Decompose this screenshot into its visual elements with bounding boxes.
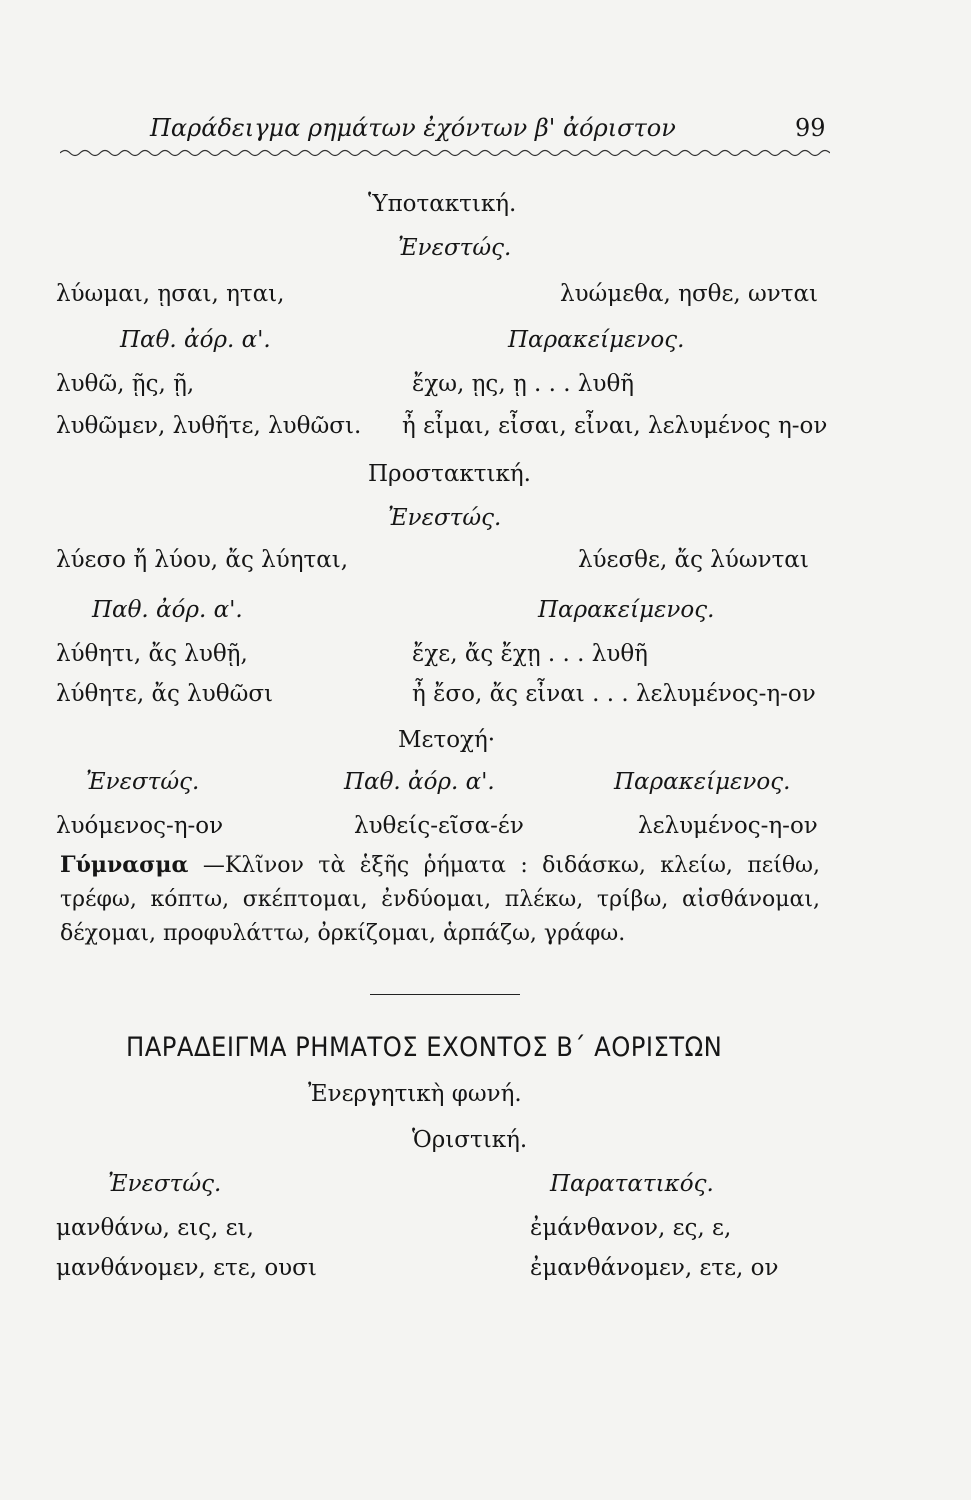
section-mood: Ὁριστική.	[412, 1127, 528, 1153]
page-number: 99	[795, 114, 826, 142]
imperative-aorist-singular: λύθητι, ἄς λυθῇ,	[56, 641, 248, 667]
subjunctive-present-singular: λύωμαι, ῃσαι, ηται,	[56, 281, 285, 307]
header-wavy-rule	[60, 146, 830, 160]
participle-present-label: Ἐνεστώς.	[86, 769, 200, 795]
imperative-aorist-plural: λύθητε, ἄς λυθῶσι	[56, 681, 274, 707]
exercise-text: —Κλῖνον τὰ ἑξῆς ῥήματα : διδάσκω, κλείω, πείθω, τρέφω, κόπτω, σκέπτομαι, ἐνδύομαι, πλέκω, τρίβω, αἰσθάνομαι, δέχομαι, προφυλάττω, ὀρκίζομαι, ἁρπάζω, γράφω.	[60, 853, 820, 946]
subjunctive-aorist-singular: λυθῶ, ῇς, ῇ,	[56, 371, 195, 397]
imperative-present-singular: λύεσο ἤ λύου, ἄς λύηται,	[56, 547, 349, 573]
imperative-heading: Προστακτική.	[368, 461, 531, 487]
section-present-singular: μανθάνω, εις, ει,	[56, 1215, 254, 1241]
subjunctive-aorist-label: Παθ. ἀόρ. α'.	[120, 327, 271, 353]
imperative-aorist-label: Παθ. ἀόρ. α'.	[92, 597, 243, 623]
section-imperfect-label: Παρατατικός.	[550, 1171, 714, 1197]
subjunctive-perfect-plural: ἦ εἶμαι, εἶσαι, εἶναι, λελυμένος η-ον	[402, 413, 828, 439]
participle-aorist-form: λυθείς-εῖσα-έν	[354, 813, 524, 839]
exercise-label: Γύμνασμα	[60, 852, 189, 878]
imperative-perfect-plural: ἦ ἔσο, ἄς εἶναι . . . λελυμένος-η-ον	[412, 681, 816, 707]
subjunctive-heading: Ὑποτακτική.	[368, 191, 517, 217]
imperative-perfect-singular: ἔχε, ἄς ἔχῃ . . . λυθῆ	[412, 641, 648, 667]
subjunctive-present-plural: λυώμεθα, ησθε, ωνται	[560, 281, 819, 307]
participle-perfect-label: Παρακείμενος.	[614, 769, 791, 795]
exercise-paragraph	[60, 848, 820, 951]
section-imperfect-singular: ἐμάνθανον, ες, ε,	[530, 1215, 732, 1241]
subjunctive-present-label: Ἐνεστώς.	[398, 235, 512, 261]
section-present-plural: μανθάνομεν, ετε, ουσι	[56, 1255, 317, 1281]
section-divider	[370, 994, 520, 995]
participle-perfect-form: λελυμένος-η-ον	[638, 813, 818, 839]
section-imperfect-plural: ἐμανθάνομεν, ετε, ον	[530, 1255, 779, 1281]
section-voice: Ἐνεργητικὴ φωνή.	[308, 1081, 522, 1107]
section-present-label: Ἐνεστώς.	[108, 1171, 222, 1197]
imperative-perfect-label: Παρακείμενος.	[538, 597, 715, 623]
section-title: ΠΑΡΑΔΕΙΓΜΑ ΡΗΜΑΤΟΣ ΕΧΟΝΤΟΣ Β΄ ΑΟΡΙΣΤΩΝ	[126, 1032, 723, 1063]
subjunctive-perfect-singular: ἔχω, ῃς, ῃ . . . λυθῆ	[412, 371, 635, 397]
page-header-title: Παράδειγμα ρημάτων ἐχόντων β' ἀόριστον	[150, 114, 676, 142]
participle-aorist-label: Παθ. ἀόρ. α'.	[344, 769, 495, 795]
participle-present-form: λυόμενος-η-ον	[56, 813, 224, 839]
subjunctive-aorist-plural: λυθῶμεν, λυθῆτε, λυθῶσι.	[56, 413, 362, 439]
imperative-present-plural: λύεσθε, ἄς λύωνται	[578, 547, 809, 573]
subjunctive-perfect-label: Παρακείμενος.	[508, 327, 685, 353]
imperative-present-label: Ἐνεστώς.	[388, 505, 502, 531]
participle-heading: Μετοχή·	[398, 727, 496, 753]
